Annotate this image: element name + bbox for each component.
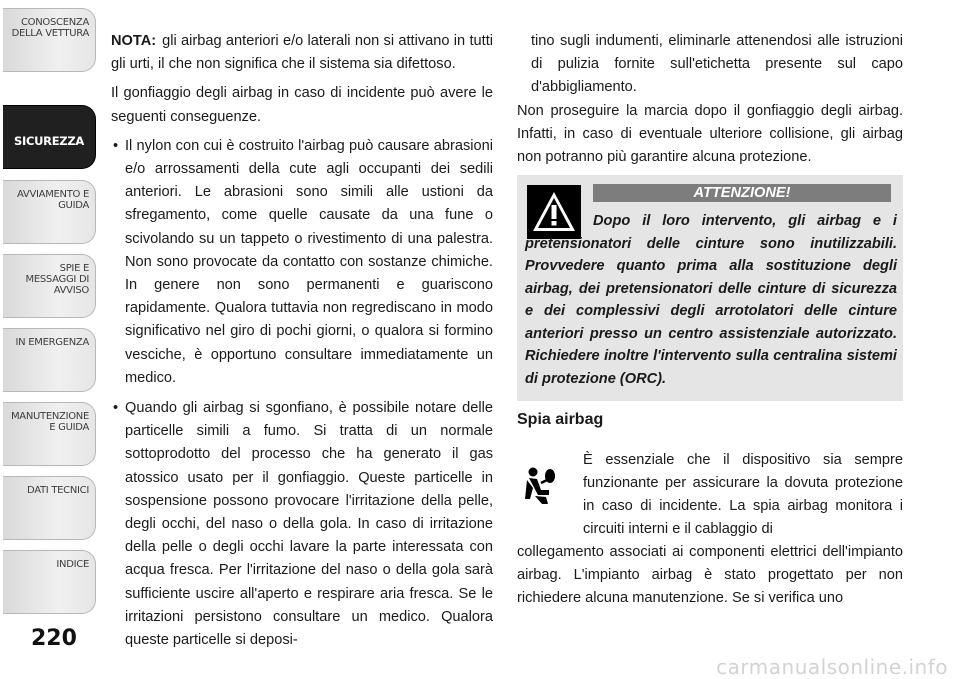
consequences-list [111,135,493,652]
spia-text-indented: È essenziale che il dispositivo sia sempre funzionante per assicurare la dovuta protezione in caso di incidente. La spia airbag monitora i circuiti interni e il cablaggio di [583,452,903,537]
continuation-text: tino sugli indumenti, eliminarle attenendosi alle istruzioni di pulizia fornite sull'etichetta presente sul capo d'abbigliamento. [531,33,903,96]
watermark: carmanualsonline.info [716,655,948,679]
tab-indice[interactable]: INDICE [3,550,96,614]
list-item: • Il nylon con cui è costruito l'airbag può causare abrasioni e/o arrossamenti della cute agli occupanti dei sedili anteriori. Le abrasioni sono simili alle ustioni da sfregamento, come quelle causate da una fune o scivolando su un tappeto o rivestimento di una palestra. Non sono provocate da contatto con sostanze chimiche. In genere non sono permanenti e guariscono rapidamente. Qualora tuttavia non regrediscano in modo significativo nel giro di pochi giorni, o qualora si formino vesciche, è opportuno consultare immediatamente un medico. [111,135,493,390]
chapter-sidebar [0,0,100,678]
tab-manutenzione[interactable]: MANUTENZIONE E GUIDA [3,402,96,466]
section-title-spia-airbag: Spia airbag [517,411,604,428]
warning-title: ATTENZIONE! [593,184,891,202]
tab-spie-e-messaggi[interactable]: SPIE E MESSAGGI DI AVVISO [3,254,96,318]
left-column [111,30,493,659]
nota-paragraph [111,30,493,76]
page-number: 220 [31,626,77,651]
list-item: • Quando gli airbag si sgonfiano, è possibile notare delle particelle simili a fumo. Si tratta di un normale sottoprodotto del processo che ha generato il gas atossico usato per il gonfiaggio. Queste particelle in sospensione possono provocare l'irritazione della pelle, degli occhi, del naso o della gola. In caso di irritazione della pelle o degli occhi lavare la parte interessata con acqua fresca. Per l'irritazione del naso o della gola sarà sufficiente uscire all'aperto e respirare aria fresca. Se le irritazioni persistono consultare un medico. Qualora queste particelle si deposi- [111,397,493,652]
right-column [517,30,903,169]
spia-text-rest: collegamento associati ai componenti elettrici dell'impianto airbag. L'impianto airbag è stato progettato per non richiedere alcuna manutenzione. Se si verifica uno [517,544,903,606]
body-paragraph: Non proseguire la marcia dopo il gonfiaggio degli airbag. Infatti, in caso di eventuale ulteriore collisione, gli airbag non potranno più garantire alcuna protezione. [517,102,903,166]
tab-dati-tecnici[interactable]: DATI TECNICI [3,476,96,540]
warning-box [517,175,903,401]
tab-conoscenza-della-vettura[interactable]: CONOSCENZA DELLA VETTURA [3,8,96,72]
airbag-warning-light-icon [522,466,556,506]
nota-label: NOTA: [111,33,157,49]
nota-text: gli airbag anteriori e/o laterali non si attivano in tutti gli urti, il che non significa che il sistema sia difettoso. [111,33,493,73]
tab-in-emergenza[interactable]: IN EMERGENZA [3,328,96,392]
intro-paragraph: Il gonfiaggio degli airbag in caso di incidente può avere le seguenti conseguenze. [111,85,493,125]
tab-avviamento-e-guida[interactable]: AVVIAMENTO E GUIDA [3,180,96,244]
spia-airbag-body [517,449,903,610]
warning-text: Dopo il loro intervento, gli airbag e i pretensionatori delle cinture sono inutilizzabili. Provvedere quanto prima alla sostituzione degli airbag, dei pretensionatori delle cinture di sicurezza e dei complessivi degli arrotolatori delle cinture anteriori presso un centro assistenziale autorizzato. Richiedere inoltre l'intervento sulla centralina sistemi di protezione (ORC). [525,213,897,387]
tab-sicurezza[interactable]: SICUREZZA [3,105,96,169]
